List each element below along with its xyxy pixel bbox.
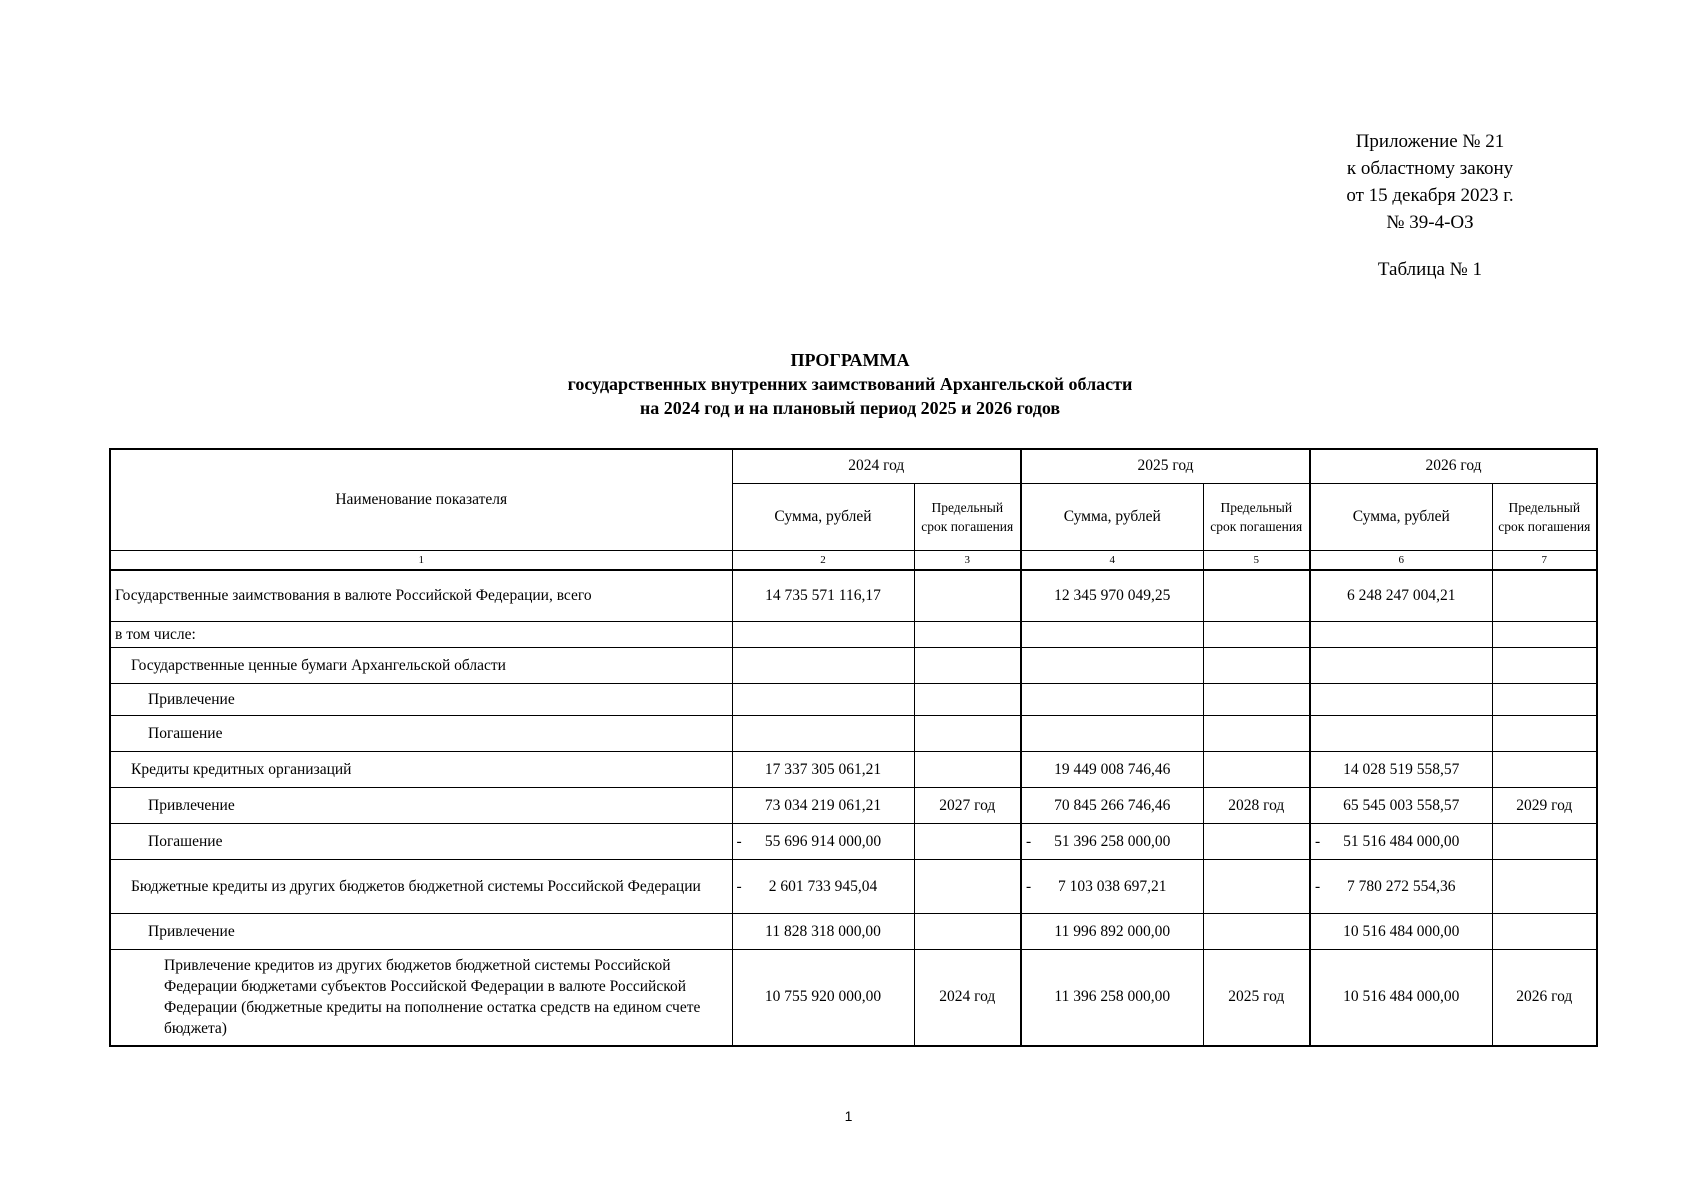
row-term-2026: 2029 год <box>1492 788 1597 824</box>
row-term-2024 <box>914 684 1021 716</box>
sum-value: 55 696 914 000,00 <box>764 832 882 850</box>
header-year-2025: 2025 год <box>1021 449 1310 483</box>
header-sum-2024: Сумма, рублей <box>732 483 914 550</box>
row-term-2024 <box>914 824 1021 860</box>
row-indicator-name: Погашение <box>110 716 732 752</box>
row-term-2024 <box>914 716 1021 752</box>
minus-sign: - <box>1315 877 1321 895</box>
sum-value: 17 337 305 061,21 <box>764 760 882 778</box>
sum-value: 10 516 484 000,00 <box>1343 922 1460 940</box>
row-term-2025 <box>1203 752 1310 788</box>
row-term-2025 <box>1203 648 1310 684</box>
row-indicator-name: Государственные ценные бумаги Архангельской области <box>110 648 732 684</box>
header-indicator: Наименование показателя <box>110 449 732 550</box>
header-year-2026: 2026 год <box>1310 449 1597 483</box>
appendix-line: № 39-4-ОЗ <box>1386 212 1474 233</box>
row-term-2025 <box>1203 860 1310 914</box>
column-number: 5 <box>1203 550 1310 570</box>
row-indicator-name: в том числе: <box>110 622 732 648</box>
row-indicator-name: Кредиты кредитных организаций <box>110 752 732 788</box>
row-term-2026 <box>1492 824 1597 860</box>
column-number-row <box>110 550 1597 570</box>
sum-value: 10 516 484 000,00 <box>1343 988 1460 1006</box>
row-term-2024 <box>914 648 1021 684</box>
row-indicator-name: Погашение <box>110 824 732 860</box>
table-row <box>110 860 1597 914</box>
sum-value: 11 828 318 000,00 <box>765 922 881 940</box>
row-sum-2024 <box>732 824 914 860</box>
row-sum-2024 <box>732 684 914 716</box>
appendix-block <box>1300 128 1560 236</box>
minus-sign: - <box>1315 832 1321 850</box>
row-sum-2024 <box>732 716 914 752</box>
row-sum-2026 <box>1310 752 1492 788</box>
row-sum-2026 <box>1310 824 1492 860</box>
row-sum-2025 <box>1021 570 1203 622</box>
row-term-2025: 2028 год <box>1203 788 1310 824</box>
row-sum-2024 <box>732 914 914 950</box>
table-row <box>110 914 1597 950</box>
column-number: 4 <box>1021 550 1203 570</box>
row-indicator-name: Привлечение кредитов из других бюджетов бюджетной системы Российской Федерации бюджетами субъектов Российской Федерации в валюте Российской Федерации (бюджетные кредиты на пополнение остатка средств на едином счете бюджета) <box>110 950 732 1046</box>
row-sum-2026 <box>1310 950 1492 1046</box>
minus-sign: - <box>736 877 742 895</box>
row-term-2024 <box>914 752 1021 788</box>
appendix-line: Приложение № 21 <box>1355 131 1505 152</box>
row-sum-2026 <box>1310 570 1492 622</box>
page-number: 1 <box>844 1108 853 1124</box>
sum-value: 51 516 484 000,00 <box>1343 832 1460 850</box>
sum-value: 7 103 038 697,21 <box>1058 877 1167 895</box>
sum-value: 11 396 258 000,00 <box>1054 988 1171 1006</box>
sum-value: 7 780 272 554,36 <box>1347 877 1456 895</box>
row-sum-2026 <box>1310 788 1492 824</box>
table-row <box>110 950 1597 1046</box>
row-term-2024 <box>914 860 1021 914</box>
sum-value: 14 028 519 558,57 <box>1343 760 1460 778</box>
row-sum-2024 <box>732 788 914 824</box>
row-term-2025 <box>1203 824 1310 860</box>
row-term-2026 <box>1492 716 1597 752</box>
table-row <box>110 622 1597 648</box>
row-sum-2025 <box>1021 684 1203 716</box>
row-sum-2025 <box>1021 860 1203 914</box>
row-term-2025 <box>1203 622 1310 648</box>
header-sum-2025: Сумма, рублей <box>1021 483 1203 550</box>
row-indicator-name: Государственные заимствования в валюте Российской Федерации, всего <box>110 570 732 622</box>
row-sum-2025 <box>1021 788 1203 824</box>
row-term-2026 <box>1492 860 1597 914</box>
table-label: Таблица № 1 <box>1377 259 1483 280</box>
column-number: 2 <box>732 550 914 570</box>
table-row <box>110 570 1597 622</box>
table-row <box>110 648 1597 684</box>
sum-value: 12 345 970 049,25 <box>1054 586 1171 604</box>
sum-value: 2 601 733 945,04 <box>768 877 878 895</box>
title-line-2: государственных внутренних заимствований Архангельской области <box>567 374 1133 394</box>
header-sum-2026: Сумма, рублей <box>1310 483 1492 550</box>
column-number: 7 <box>1492 550 1597 570</box>
row-sum-2024 <box>732 570 914 622</box>
table-row <box>110 716 1597 752</box>
row-sum-2025 <box>1021 622 1203 648</box>
row-term-2026 <box>1492 914 1597 950</box>
row-term-2024: 2027 год <box>914 788 1021 824</box>
table-row <box>110 752 1597 788</box>
row-sum-2024 <box>732 622 914 648</box>
row-sum-2026 <box>1310 648 1492 684</box>
row-term-2025: 2025 год <box>1203 950 1310 1046</box>
row-term-2024 <box>914 622 1021 648</box>
table-row <box>110 788 1597 824</box>
header-term-2024: Предельный срок погашения <box>914 483 1021 550</box>
row-sum-2024 <box>732 752 914 788</box>
sum-value: 73 034 219 061,21 <box>764 796 882 814</box>
sum-value: 70 845 266 746,46 <box>1054 796 1171 814</box>
minus-sign: - <box>1026 832 1032 850</box>
row-sum-2025 <box>1021 950 1203 1046</box>
header-term-2025: Предельный срок погашения <box>1203 483 1310 550</box>
sum-value: 51 396 258 000,00 <box>1054 832 1171 850</box>
row-sum-2024 <box>732 950 914 1046</box>
table-row <box>110 824 1597 860</box>
row-term-2026 <box>1492 622 1597 648</box>
minus-sign: - <box>736 832 742 850</box>
sum-value: 11 996 892 000,00 <box>1054 922 1171 940</box>
document-title <box>110 348 1590 420</box>
row-sum-2025 <box>1021 914 1203 950</box>
header-term-2026: Предельный срок погашения <box>1492 483 1597 550</box>
row-term-2026 <box>1492 648 1597 684</box>
row-term-2026 <box>1492 684 1597 716</box>
sum-value: 6 248 247 004,21 <box>1347 586 1456 604</box>
table-row <box>110 684 1597 716</box>
title-line-3: на 2024 год и на плановый период 2025 и 2026 годов <box>639 398 1061 418</box>
row-term-2024: 2024 год <box>914 950 1021 1046</box>
row-indicator-name: Привлечение <box>110 788 732 824</box>
row-sum-2026 <box>1310 622 1492 648</box>
column-number: 6 <box>1310 550 1492 570</box>
row-sum-2026 <box>1310 914 1492 950</box>
row-term-2025 <box>1203 914 1310 950</box>
table-body <box>110 570 1597 1046</box>
row-term-2026: 2026 год <box>1492 950 1597 1046</box>
row-sum-2026 <box>1310 860 1492 914</box>
sum-value: 65 545 003 558,57 <box>1343 796 1460 814</box>
title-line-1: ПРОГРАММА <box>790 350 910 370</box>
row-term-2026 <box>1492 570 1597 622</box>
appendix-line: к областному закону <box>1346 158 1514 179</box>
header-year-2024: 2024 год <box>732 449 1021 483</box>
minus-sign: - <box>1026 877 1032 895</box>
row-indicator-name: Привлечение <box>110 914 732 950</box>
row-sum-2025 <box>1021 824 1203 860</box>
row-term-2025 <box>1203 716 1310 752</box>
row-indicator-name: Бюджетные кредиты из других бюджетов бюджетной системы Российской Федерации <box>110 860 732 914</box>
row-sum-2024 <box>732 860 914 914</box>
sum-value: 19 449 008 746,46 <box>1054 760 1171 778</box>
row-sum-2025 <box>1021 648 1203 684</box>
row-sum-2025 <box>1021 752 1203 788</box>
row-term-2024 <box>914 570 1021 622</box>
row-sum-2025 <box>1021 716 1203 752</box>
sum-value: 14 735 571 116,17 <box>765 586 881 604</box>
row-sum-2026 <box>1310 684 1492 716</box>
column-number: 1 <box>110 550 732 570</box>
sum-value: 10 755 920 000,00 <box>764 988 882 1006</box>
column-number: 3 <box>914 550 1021 570</box>
row-sum-2024 <box>732 648 914 684</box>
row-term-2024 <box>914 914 1021 950</box>
row-term-2026 <box>1492 752 1597 788</box>
row-sum-2026 <box>1310 716 1492 752</box>
row-indicator-name: Привлечение <box>110 684 732 716</box>
row-term-2025 <box>1203 570 1310 622</box>
borrowing-table <box>109 448 1598 1047</box>
row-term-2025 <box>1203 684 1310 716</box>
appendix-line: от 15 декабря 2023 г. <box>1346 185 1514 206</box>
